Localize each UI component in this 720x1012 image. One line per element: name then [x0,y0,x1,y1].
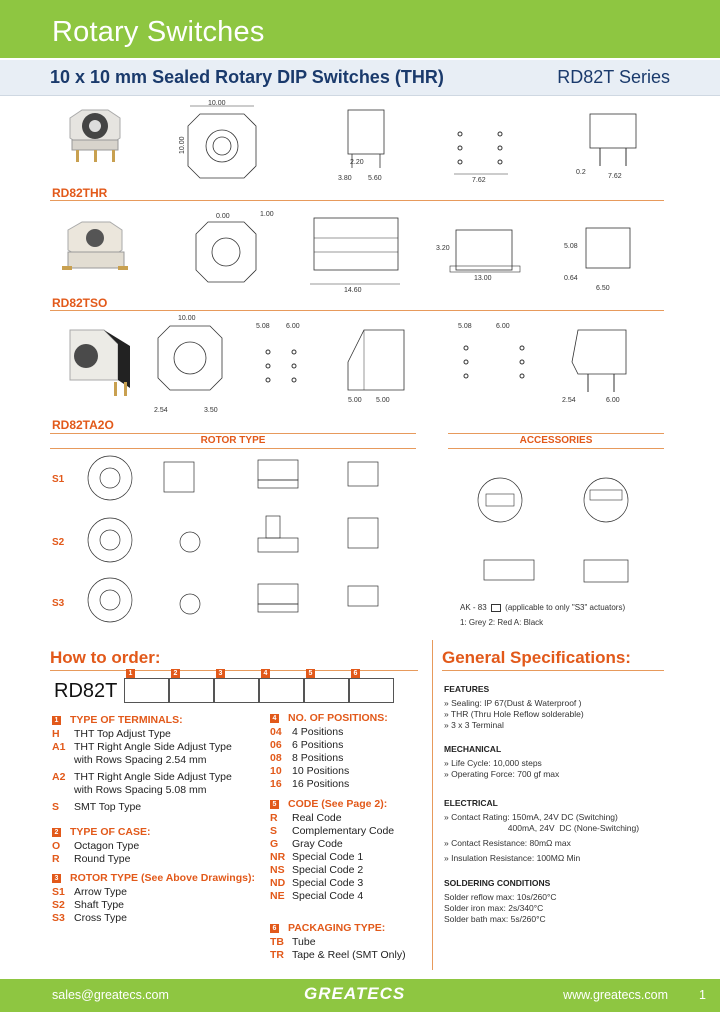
accessory-part-note [460,603,625,612]
option-row: S1 Arrow Type [52,886,127,898]
rd82ta2o-front-view [140,310,240,416]
group-title: PACKAGING TYPE: [288,922,386,934]
group-title: NO. OF POSITIONS: [288,712,388,724]
svg-text:10.00: 10.00 [178,315,196,322]
rotor-row-s2: S2 [52,537,65,548]
spec-mechanical: MECHANICAL » Life Cycle: 10,000 steps » Operating Force: 700 gf max [444,744,560,779]
order-box-4 [259,670,304,703]
svg-text:5.08: 5.08 [256,323,270,330]
order-group-case [52,826,151,866]
option-row: A2 THT Right Angle Side Adjust Type [52,771,232,783]
dim-label: 10.00 [208,100,226,107]
divider [50,200,664,201]
accessory-checkbox-box [491,604,501,612]
option-row: R Real Code [270,812,342,824]
svg-text:6.00: 6.00 [496,323,510,330]
rd82thr-photo [62,104,128,169]
model-label-rd82tso: RD82TSO [52,296,108,310]
svg-text:7.62: 7.62 [472,177,486,184]
svg-text:3.80: 3.80 [338,175,352,182]
option-row: H THT Top Adjust Type [52,728,171,740]
option-row: with Rows Spacing 2.54 mm [74,754,207,766]
option-row: 16 16 Positions [270,778,350,790]
group-title: ROTOR TYPE (See Above Drawings): [70,872,255,884]
divider [442,670,664,671]
footer-email-link[interactable]: sales@greatecs.com [52,988,169,1002]
order-box-number: 3 [216,669,225,678]
option-row: S Complementary Code [270,825,395,837]
rd82thr-side-view [300,104,400,184]
svg-text:0.2: 0.2 [576,169,586,176]
svg-text:14.60: 14.60 [344,287,362,294]
page-number: 1 [699,988,706,1002]
order-group-code [270,798,394,903]
accessories-bar [448,433,664,449]
accessory-drawings [460,460,660,600]
option-row: G Gray Code [270,838,343,850]
rd82ta2o-pcb-view [246,318,326,414]
rotor-s2-drawings [72,512,412,570]
product-subtitle: 10 x 10 mm Sealed Rotary DIP Switches (THR) [50,67,444,87]
option-row: 08 8 Positions [270,752,344,764]
rotor-type-heading: ROTOR TYPE [200,435,266,446]
rd82tso-photo [60,218,130,283]
option-row: S2 Shaft Type [52,899,125,911]
option-row: S3 Cross Type [52,912,127,924]
order-box-6 [349,670,394,703]
footer-bar [0,979,720,1012]
order-code-boxes [124,670,394,703]
group-title: TYPE OF TERMINALS: [70,714,183,726]
footer-website-link[interactable]: www.greatecs.com [563,988,668,1002]
svg-text:13.00: 13.00 [474,275,492,282]
spec-soldering: SOLDERING CONDITIONS Solder reflow max: 10s/260°C Solder iron max: 2s/340°C Solder bath max: 5s/260°C [444,878,557,924]
svg-text:2.54: 2.54 [562,397,576,404]
option-row: NE Special Code 4 [270,890,364,902]
rd82ta2o-pcb-layout [440,318,540,414]
option-row: 06 6 Positions [270,739,344,751]
accessory-part: AK - 83 [460,603,487,612]
rd82tso-front-view [432,214,532,288]
subheader [0,60,720,96]
top-banner [0,0,720,58]
rd82ta2o-side-view [334,322,424,408]
spec-features: FEATURES » Sealing: IP 67(Dust & Waterproof ) » THR (Thru Hole Reflow solderable) » 3 x 3 Terminal [444,684,584,730]
order-group-rotor [52,872,255,925]
svg-text:3.20: 3.20 [436,245,450,252]
option-row: R Round Type [52,853,131,865]
svg-text:5.08: 5.08 [458,323,472,330]
svg-text:2.20: 2.20 [350,159,364,166]
svg-text:1.00: 1.00 [260,211,274,218]
rotor-type-bar [50,433,416,449]
option-row: A1 THT Right Angle Side Adjust Type [52,741,232,753]
order-box-3 [214,670,259,703]
svg-text:6.00: 6.00 [606,397,620,404]
greatecs-logo: GREATECS [304,984,406,1003]
svg-text:5.60: 5.60 [368,175,382,182]
option-row: S SMT Top Type [52,801,142,813]
group-number-badge: 2 [52,828,61,837]
option-row: ND Special Code 3 [270,877,364,889]
divider [50,670,418,671]
svg-text:5.00: 5.00 [376,397,390,404]
option-row: TR Tape & Reel (SMT Only) [270,949,406,961]
rd82thr-right-view [570,104,660,184]
rd82thr-pcb-layout [432,104,542,184]
order-box-2 [169,670,214,703]
order-box-1 [124,670,169,703]
spec-electrical: ELECTRICAL » Contact Rating: 150mA, 24V DC (Switching) 400mA, 24V DC (None-Switching) » Contact Resistance: 80mΩ max » Insulation Resistance: 100MΩ Min [444,798,640,863]
accessories-heading: ACCESSORIES [519,435,593,446]
option-row: NR Special Code 1 [270,851,364,863]
option-row: TB Tube [270,936,316,948]
svg-text:2.54: 2.54 [154,407,168,414]
group-title: TYPE OF CASE: [70,826,151,838]
svg-text:10.00: 10.00 [179,136,186,154]
order-box-number: 2 [171,669,180,678]
order-box-5 [304,670,349,703]
svg-text:6.00: 6.00 [286,323,300,330]
column-divider [432,640,433,970]
option-row: NS Special Code 2 [270,864,364,876]
order-box-number: 4 [261,669,270,678]
rd82tso-top-view [172,206,282,296]
option-row: with Rows Spacing 5.08 mm [74,784,207,796]
model-label-rd82thr: RD82THR [52,186,108,200]
svg-text:5.00: 5.00 [348,397,362,404]
svg-text:7.62: 7.62 [608,173,622,180]
order-box-number: 6 [351,669,360,678]
page-title: Rotary Switches [52,16,265,48]
rotor-s3-drawings [72,572,412,630]
svg-text:0.00: 0.00 [216,213,230,220]
group-title: CODE (See Page 2): [288,798,388,810]
rd82tso-right-view [560,218,640,292]
order-group-terminals [52,714,232,814]
rd82ta2o-photo [60,322,134,403]
group-number-badge: 6 [270,924,279,933]
rd82ta2o-right-view [552,322,648,408]
rotor-row-s1: S1 [52,474,65,485]
option-row: 04 4 Positions [270,726,344,738]
rotor-row-s3: S3 [52,598,65,609]
group-number-badge: 3 [52,874,61,883]
order-group-packaging [270,922,406,962]
series-name: RD82T Series [557,67,670,87]
model-label-rd82ta2o: RD82TA2O [52,418,114,432]
order-code: RD82T [54,680,118,702]
accessory-colors: 1: Grey 2: Red A: Black [460,618,544,627]
order-group-positions [270,712,388,791]
option-row: 10 10 Positions [270,765,350,777]
option-row: O Octagon Type [52,840,140,852]
rd82thr-top-view [172,100,272,184]
group-number-badge: 5 [270,800,279,809]
svg-text:6.50: 6.50 [596,285,610,292]
rd82tso-side-view [300,208,410,294]
svg-text:0.64: 0.64 [564,275,578,282]
group-number-badge: 4 [270,714,279,723]
accessory-applicability: (applicable to only "S3" actuators) [505,603,626,612]
general-specs-heading: General Specifications: [442,648,631,667]
rotor-s1-drawings [72,452,412,510]
order-box-number: 5 [306,669,315,678]
svg-text:5.08: 5.08 [564,243,578,250]
group-number-badge: 1 [52,716,61,725]
order-box-number: 1 [126,669,135,678]
how-to-order-heading: How to order: [50,648,161,667]
svg-text:3.50: 3.50 [204,407,218,414]
